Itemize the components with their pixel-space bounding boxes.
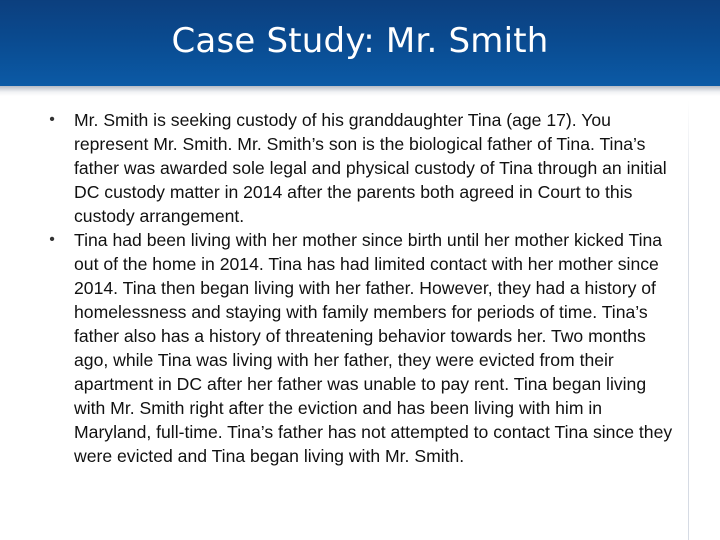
slide-title: Case Study: Mr. Smith: [171, 21, 549, 61]
bullet-item: [30, 108, 680, 228]
bullet-marker: •: [49, 231, 55, 248]
bullet-text: Mr. Smith is seeking custody of his granddaughter Tina (age 17). You represent Mr. Smith. Mr. Smith’s son is the biological father of Tina. Tina’s father was awarded sole legal and physical custody of Tina through an initial DC custody matter in 2014 after the parents both agreed in Court to this custody arrangement.: [74, 110, 667, 226]
bullet-list: [30, 108, 680, 468]
bullet-text: Tina had been living with her mother since birth until her mother kicked Tina out of the home in 2014. Tina has had limited contact with her mother since 2014. Tina then began living with her father. However, they had a history of homelessness and staying with family members for periods of time. Tina’s father also has a history of threatening behavior towards her. Two months ago, while Tina was living with her father, they were evicted from their apartment in DC after her father was unable to pay rent. Tina began living with Mr. Smith right after the eviction and has been living with him in Maryland, full-time. Tina’s father has not attempted to contact Tina since they were evicted and Tina began living with Mr. Smith.: [74, 230, 673, 466]
decorative-divider: [688, 100, 689, 540]
bullet-item: [30, 228, 680, 468]
bullet-marker: •: [49, 111, 55, 128]
title-shadow: [0, 86, 720, 96]
title-band: [0, 0, 720, 86]
